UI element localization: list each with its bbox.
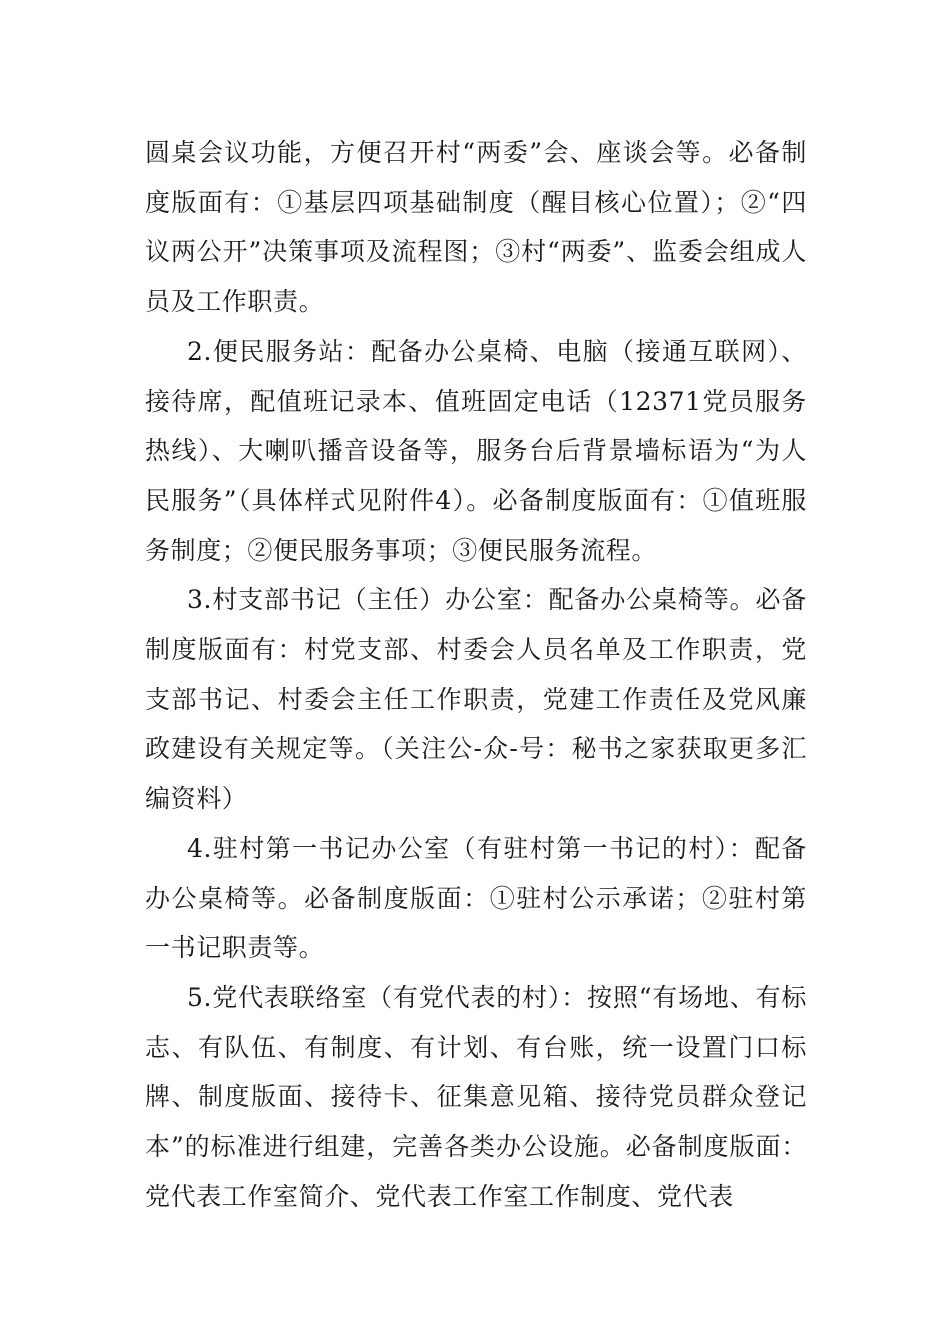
paragraph-branch-secretary-office: 3.村支部书记（主任）办公室：配备办公桌椅等。必备制度版面有：村党支部、村委会人员名单及工作职责，党支部书记、村委会主任工作职责，党建工作责任及党风廉政建设有关规定等。（关注公-众-号：秘书之家获取更多汇编资料）	[145, 585, 807, 814]
paragraph-continuation: 圆桌会议功能，方便召开村“两委”会、座谈会等。必备制度版面有：①基层四项基础制度（醒目核心位置）；②“四议两公开”决策事项及流程图；③村“两委”、监委会组成人员及工作职责。	[145, 138, 807, 317]
paragraph-convenience-service-station: 2.便民服务站：配备办公桌椅、电脑（接通互联网）、接待席，配值班记录本、值班固定电话（12371党员服务热线）、大喇叭播音设备等，服务台后背景墙标语为“为人民服务”（具体样式见附件4）。必备制度版面有：①值班服务制度；②便民服务事项；③便民服务流程。	[145, 336, 807, 565]
paragraph-party-representative-liaison-room: 5.党代表联络室（有党代表的村）：按照“有场地、有标志、有队伍、有制度、有计划、有台账，统一设置门口标牌、制度版面、接待卡、征集意见箱、接待党员群众登记本”的标准进行组建，完善各类办公设施。必备制度版面：党代表工作室简介、党代表工作室工作制度、党代表	[145, 982, 807, 1211]
document-body	[145, 128, 807, 1221]
paragraph-first-secretary-office: 4.驻村第一书记办公室（有驻村第一书记的村）：配备办公桌椅等。必备制度版面：①驻村公示承诺；②驻村第一书记职责等。	[145, 833, 807, 963]
